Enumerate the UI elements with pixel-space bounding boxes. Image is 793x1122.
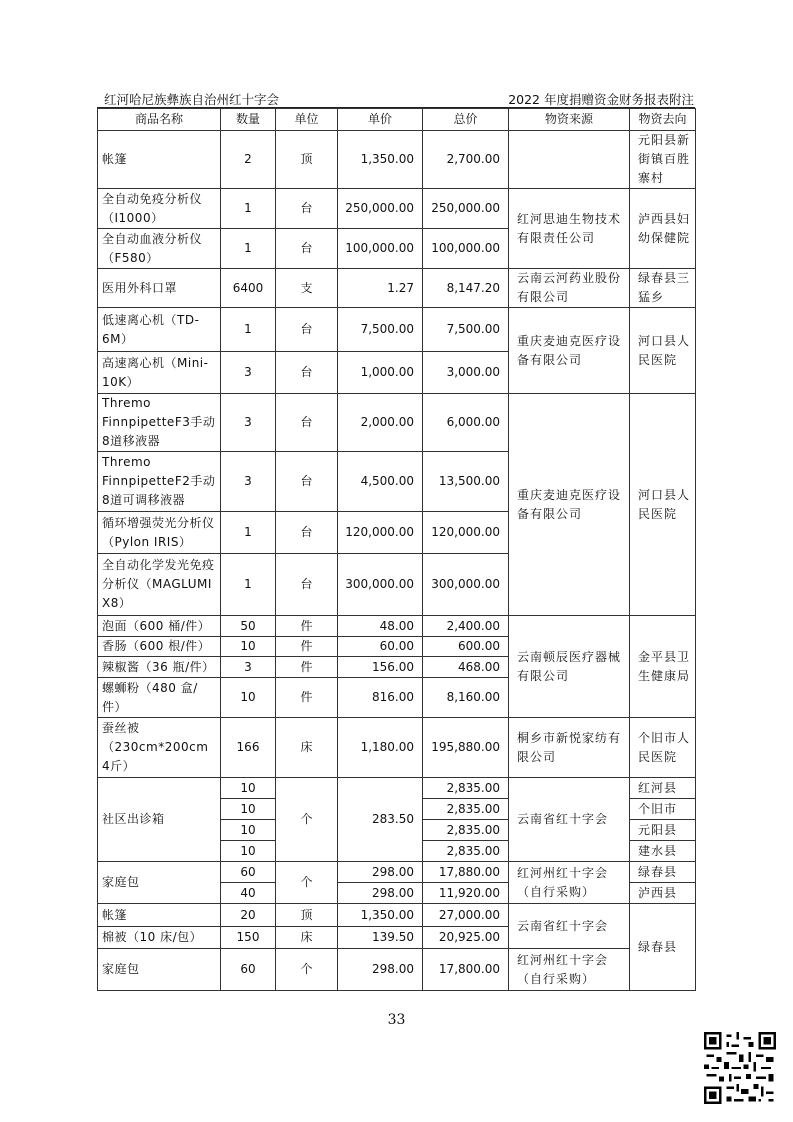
- header-organization: 红河哈尼族彝族自治州红十字会: [104, 92, 280, 107]
- item-qty: 2: [221, 131, 276, 189]
- item-qty: 10: [221, 678, 276, 718]
- item-destination: 河口县人民医院: [630, 394, 696, 616]
- item-name: 家庭包: [98, 949, 221, 991]
- item-price: 1,000.00: [338, 352, 423, 394]
- item-name: 高速离心机（Mini-10K）: [98, 352, 221, 394]
- item-price: 156.00: [338, 657, 423, 678]
- item-source: 云南云河药业股份有限公司: [509, 269, 630, 308]
- item-total: 600.00: [423, 637, 509, 657]
- item-total: 8,160.00: [423, 678, 509, 718]
- item-qty: 10: [221, 778, 276, 799]
- item-unit: 台: [276, 452, 338, 512]
- item-qty: 3: [221, 657, 276, 678]
- item-source: 红河州红十字会（自行采购）: [509, 949, 630, 991]
- item-total: 2,835.00: [423, 841, 509, 862]
- item-total: 8,147.20: [423, 269, 509, 308]
- item-qty: 1: [221, 308, 276, 352]
- col-header-name: 商品名称: [98, 109, 221, 131]
- donation-table: [97, 108, 696, 991]
- item-name: 辣椒酱（36 瓶/件）: [98, 657, 221, 678]
- item-source: 桐乡市新悦家纺有限公司: [509, 718, 630, 778]
- item-destination: 建水县: [630, 841, 696, 862]
- item-unit: 台: [276, 352, 338, 394]
- item-name: 棉被（10 床/包）: [98, 927, 221, 949]
- col-header-total: 总价: [423, 109, 509, 131]
- item-name: 蚕丝被（230cm*200cm 4斤）: [98, 718, 221, 778]
- page-number: 33: [387, 1012, 406, 1028]
- item-destination: 绿春县: [630, 904, 696, 991]
- item-qty: 10: [221, 637, 276, 657]
- item-price: 4,500.00: [338, 452, 423, 512]
- item-price: 300,000.00: [338, 554, 423, 616]
- item-total: 6,000.00: [423, 394, 509, 452]
- item-price: 1,180.00: [338, 718, 423, 778]
- item-unit: 个: [276, 949, 338, 991]
- item-price: 2,000.00: [338, 394, 423, 452]
- item-total: 2,400.00: [423, 616, 509, 637]
- item-unit: 台: [276, 554, 338, 616]
- item-destination: 红河县: [630, 778, 696, 799]
- item-unit: 台: [276, 189, 338, 229]
- item-name: 家庭包: [98, 862, 221, 904]
- item-unit: 件: [276, 616, 338, 637]
- table-row: [98, 778, 696, 799]
- item-price: 283.50: [338, 778, 423, 862]
- item-source: 重庆麦迪克医疗设备有限公司: [509, 394, 630, 616]
- item-price: 1,350.00: [338, 904, 423, 927]
- item-qty: 3: [221, 352, 276, 394]
- item-name: 全自动化学发光免疫分析仪（MAGLUMI X8）: [98, 554, 221, 616]
- item-price: 298.00: [338, 949, 423, 991]
- item-destination: 河口县人民医院: [630, 308, 696, 394]
- item-qty: 166: [221, 718, 276, 778]
- item-total: 195,880.00: [423, 718, 509, 778]
- item-unit: 件: [276, 657, 338, 678]
- item-unit: 台: [276, 394, 338, 452]
- item-name: 帐篷: [98, 904, 221, 927]
- item-unit: 件: [276, 678, 338, 718]
- item-source: 红河州红十字会（自行采购）: [509, 862, 630, 904]
- item-qty: 10: [221, 799, 276, 820]
- item-total: 2,835.00: [423, 799, 509, 820]
- item-unit: 个: [276, 778, 338, 862]
- item-destination: 个旧市人民医院: [630, 718, 696, 778]
- item-price: 1.27: [338, 269, 423, 308]
- table-row: [98, 862, 696, 883]
- item-qty: 50: [221, 616, 276, 637]
- item-total: 120,000.00: [423, 512, 509, 554]
- item-qty: 1: [221, 554, 276, 616]
- col-header-destination: 物资去向: [630, 109, 696, 131]
- item-unit: 台: [276, 512, 338, 554]
- item-total: 2,835.00: [423, 820, 509, 841]
- item-destination: 个旧市: [630, 799, 696, 820]
- item-total: 13,500.00: [423, 452, 509, 512]
- col-header-qty: 数量: [221, 109, 276, 131]
- item-destination: 金平县卫生健康局: [630, 616, 696, 718]
- item-qty: 60: [221, 862, 276, 883]
- item-total: 27,000.00: [423, 904, 509, 927]
- item-total: 2,835.00: [423, 778, 509, 799]
- item-price: 298.00: [338, 883, 423, 904]
- table-row: [98, 949, 696, 991]
- item-source: 云南省红十字会: [509, 904, 630, 949]
- item-total: 3,000.00: [423, 352, 509, 394]
- qr-code-icon: [704, 1032, 776, 1104]
- table-row: [98, 269, 696, 308]
- item-name: 循环增强荧光分析仪（Pylon IRIS）: [98, 512, 221, 554]
- item-price: 7,500.00: [338, 308, 423, 352]
- table-row: [98, 904, 696, 927]
- item-total: 17,800.00: [423, 949, 509, 991]
- item-source: [509, 131, 630, 189]
- col-header-source: 物资来源: [509, 109, 630, 131]
- item-destination: 元阳县新街镇百胜寨村: [630, 131, 696, 189]
- item-destination: 绿春县三猛乡: [630, 269, 696, 308]
- item-price: 1,350.00: [338, 131, 423, 189]
- item-destination: 绿春县: [630, 862, 696, 883]
- item-price: 816.00: [338, 678, 423, 718]
- item-destination: 泸西县妇幼保健院: [630, 189, 696, 269]
- item-name: 帐篷: [98, 131, 221, 189]
- item-unit: 个: [276, 862, 338, 904]
- table-row: [98, 394, 696, 452]
- item-qty: 150: [221, 927, 276, 949]
- table-row: [98, 616, 696, 637]
- item-qty: 60: [221, 949, 276, 991]
- item-name: Thremo FinnpipetteF3手动8道移液器: [98, 394, 221, 452]
- item-source: 重庆麦迪克医疗设备有限公司: [509, 308, 630, 394]
- item-source: 红河思迪生物技术有限责任公司: [509, 189, 630, 269]
- item-qty: 40: [221, 883, 276, 904]
- item-price: 120,000.00: [338, 512, 423, 554]
- col-header-unit: 单位: [276, 109, 338, 131]
- header-report-title: 2022 年度捐赠资金财务报表附注: [508, 92, 694, 107]
- item-price: 48.00: [338, 616, 423, 637]
- item-source: 云南顿辰医疗器械有限公司: [509, 616, 630, 718]
- item-total: 11,920.00: [423, 883, 509, 904]
- item-unit: 台: [276, 229, 338, 269]
- item-name: 全自动免疫分析仪（I1000）: [98, 189, 221, 229]
- item-unit: 件: [276, 637, 338, 657]
- table-row: [98, 308, 696, 352]
- item-destination: 泸西县: [630, 883, 696, 904]
- table-header-row: [98, 109, 696, 131]
- item-price: 139.50: [338, 927, 423, 949]
- item-name: 社区出诊箱: [98, 778, 221, 862]
- table-row: [98, 131, 696, 189]
- table-row: [98, 718, 696, 778]
- item-qty: 1: [221, 512, 276, 554]
- item-source: 云南省红十字会: [509, 778, 630, 862]
- item-qty: 20: [221, 904, 276, 927]
- item-price: 100,000.00: [338, 229, 423, 269]
- item-qty: 3: [221, 452, 276, 512]
- item-name: 螺蛳粉（480 盒/件）: [98, 678, 221, 718]
- col-header-price: 单价: [338, 109, 423, 131]
- item-qty: 6400: [221, 269, 276, 308]
- item-total: 2,700.00: [423, 131, 509, 189]
- item-total: 7,500.00: [423, 308, 509, 352]
- table-row: [98, 189, 696, 229]
- item-total: 20,925.00: [423, 927, 509, 949]
- item-qty: 3: [221, 394, 276, 452]
- item-name: Thremo FinnpipetteF2手动8道可调移液器: [98, 452, 221, 512]
- item-name: 香肠（600 根/件）: [98, 637, 221, 657]
- item-destination: 元阳县: [630, 820, 696, 841]
- item-total: 250,000.00: [423, 189, 509, 229]
- item-price: 250,000.00: [338, 189, 423, 229]
- item-unit: 顶: [276, 904, 338, 927]
- item-unit: 床: [276, 927, 338, 949]
- item-qty: 10: [221, 841, 276, 862]
- item-name: 低速离心机（TD-6M）: [98, 308, 221, 352]
- item-name: 泡面（600 桶/件）: [98, 616, 221, 637]
- item-unit: 支: [276, 269, 338, 308]
- item-total: 100,000.00: [423, 229, 509, 269]
- item-price: 60.00: [338, 637, 423, 657]
- item-qty: 1: [221, 189, 276, 229]
- item-total: 300,000.00: [423, 554, 509, 616]
- item-unit: 床: [276, 718, 338, 778]
- item-price: 298.00: [338, 862, 423, 883]
- item-total: 468.00: [423, 657, 509, 678]
- item-name: 全自动血液分析仪（F580）: [98, 229, 221, 269]
- item-name: 医用外科口罩: [98, 269, 221, 308]
- item-total: 17,880.00: [423, 862, 509, 883]
- item-unit: 顶: [276, 131, 338, 189]
- item-qty: 1: [221, 229, 276, 269]
- item-unit: 台: [276, 308, 338, 352]
- item-qty: 10: [221, 820, 276, 841]
